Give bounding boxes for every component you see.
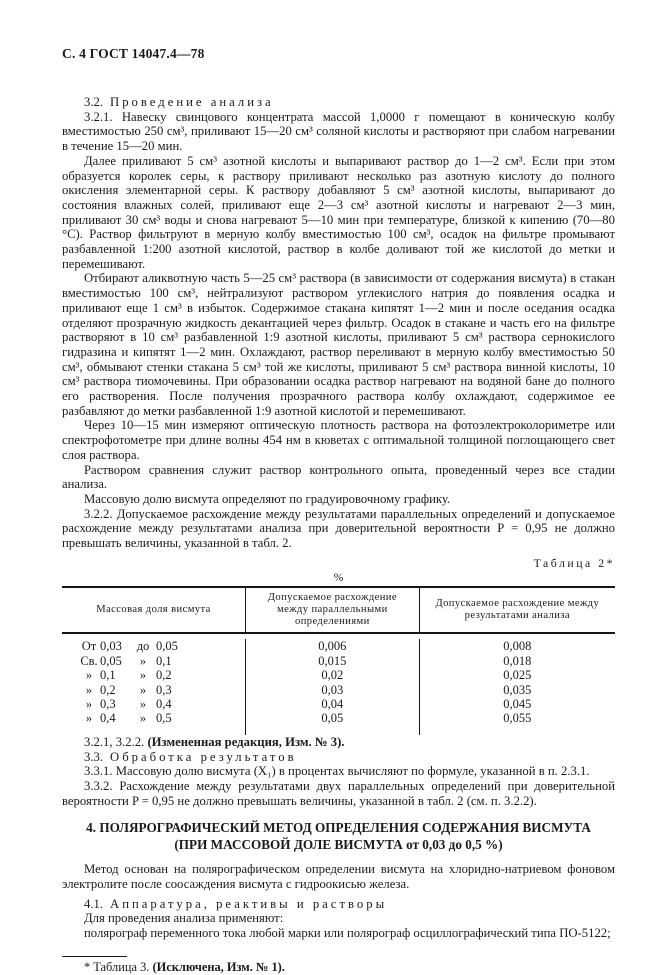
table-cell: 0,055 bbox=[419, 711, 615, 725]
footnote: * Таблица 3. (Исключена, Изм. № 1). bbox=[84, 959, 285, 974]
page-content bbox=[62, 46, 615, 975]
section-3-3-heading bbox=[62, 750, 615, 765]
paragraph-metod: Метод основан на полярографическом определении висмута на хлоридно-натриевом фоновом электролите после соосаждения висмута с гидроокисью железа. bbox=[62, 862, 615, 892]
paragraph-otbirayut: Отбирают аликвотную часть 5—25 см³ раствора (в зависимости от содержания висмута) в стакан вместимостью 100 см³, нейтрализуют раствором углекислого натрия до появления осадка и приливают еще 1 см³ в избыток. Содержимое стакана кипятят 1—2 мин и после оседания осадка отделяют прозрачную жидкость декантацией через фильтр. Осадок в стакане и часть его на фильтре растворяют в 10 см³ разбавленной 1:9 азотной кислоты, приливают 5 см³ раствора сернокислого гидразина и кипятят 1—2 мин. Охлаждают, раствор переливают в мерную колбу вместимостью 50 см³, обмывают стенки стакана 5 см³ той же кислоты, приливают 5 см³ раствора винной кислоты, 10 см³ раствора тиомочевины. При образовании осадка раствор нагревают на водяной бане до полного его растворения. После получения прозрачного раствора колбу охлаждают, содержимое ее разбавляют до метки разбавленной 1:9 азотной кислотой и перемешивают. bbox=[62, 271, 615, 418]
section-title: Обработка результатов bbox=[110, 749, 297, 764]
paragraph-3-2-2: 3.2.2. Допускаемое расхождение между результатами параллельных определений и допускаемое расхождение между результатами анализа при доверительной вероятности P = 0,95 не должно превышать величины, указанной в табл. 2. bbox=[62, 506, 615, 551]
paragraph-dlya: Для проведения анализа применяют: bbox=[84, 911, 284, 926]
paragraph-3-3-2: 3.3.2. Расхождение между результатами двух параллельных определений при доверительной вероятности P = 0,95 не должно превышать величины, указанной в табл. 2 (см. п. 3.2.2). bbox=[62, 778, 615, 808]
paragraph-rastvorom: Раствором сравнения служит раствор контрольного опыта, проведенный через все стадии анализа. bbox=[62, 462, 615, 492]
table-row bbox=[62, 683, 615, 697]
section-number: 3.3. bbox=[84, 749, 104, 764]
table-cell: 0,035 bbox=[419, 683, 615, 697]
range-cell: От 0,03 до 0,05 bbox=[81, 639, 178, 654]
table-unit-label: % bbox=[333, 571, 344, 584]
table-row bbox=[62, 711, 615, 725]
section-4-heading-line2: (ПРИ МАССОВОЙ ДОЛЕ ВИСМУТА от 0,03 до 0,5 %) bbox=[174, 837, 503, 853]
paragraph-3-3-1: 3.3.1. Массовую долю висмута (X₁) в процентах вычисляют по формуле, указанной в п. 2.3.1. bbox=[84, 764, 590, 779]
table-2 bbox=[62, 586, 615, 735]
section-3-2-heading bbox=[62, 95, 615, 110]
table-cell: 0,015 bbox=[245, 654, 419, 668]
table-cell: 0,05 bbox=[245, 711, 419, 725]
section-number: 3.2. bbox=[84, 95, 104, 109]
table-header-mass-fraction: Массовая доля висмута bbox=[96, 604, 211, 615]
table-row bbox=[62, 697, 615, 711]
table-row bbox=[62, 668, 615, 682]
table-cell: 0,006 bbox=[245, 639, 419, 653]
table-cell: 0,018 bbox=[419, 654, 615, 668]
range-cell: » 0,4 » 0,5 bbox=[85, 711, 172, 726]
range-cell: » 0,1 » 0,2 bbox=[85, 668, 172, 683]
section-title: Аппаратура, реактивы и растворы bbox=[110, 896, 388, 911]
paragraph-3-2-1: 3.2.1. Навеску свинцового концентрата массой 1,0000 г помещают в коническую колбу вместимостью 250 см³, приливают 15—20 см³ соляной кислоты и растворяют при слабом нагревании в течение 15—20 мин. bbox=[62, 109, 615, 154]
table-row bbox=[62, 654, 615, 668]
paragraph-cherez: Через 10—15 мин измеряют оптическую плотность раствора на фотоэлектроколориметре или спектрофотометре при длине волны 454 нм в кюветах с оптимальной толщиной поглощающего свет слоя раствора. bbox=[62, 418, 615, 462]
table-cell: 0,04 bbox=[245, 697, 419, 711]
section-number: 4.1. bbox=[84, 896, 104, 911]
table-cell: 0,03 bbox=[245, 683, 419, 697]
table-header-row bbox=[62, 588, 615, 635]
table-row bbox=[62, 639, 615, 653]
table-cell: 0,045 bbox=[419, 697, 615, 711]
paragraph-amendment: 3.2.1, 3.2.2. (Измененная редакция, Изм. № 3). bbox=[84, 734, 345, 749]
paragraph-dalee: Далее приливают 5 см³ азотной кислоты и выпаривают раствор до 1—2 см³. Если при этом образуется королек серы, к раствору приливают несколько раз азотную кислоту до полного окисления элементарной серы. К раствору добавляют 5 см³ азотной кислоты, выпаривают до состояния влажных солей, приливают еще 2—3 см³ азотной кислоты и нагревают 2—3 мин, приливают 30 см³ воды и снова нагревают 5—10 мин при температуре, близкой к кипению (70—80 °С). Раствор фильтруют в мерную колбу вместимостью 100 см³, осадок на фильтре промывают разбавленной 1:200 азотной кислотой, раствор в колбе доливают той же кислотой до метки и перемешивают. bbox=[62, 153, 615, 271]
footnote-divider bbox=[62, 956, 127, 957]
section-4-heading bbox=[62, 819, 615, 853]
table-cell: 0,008 bbox=[419, 639, 615, 653]
table-cell: 0,02 bbox=[245, 668, 419, 682]
section-4-1-heading bbox=[62, 897, 615, 912]
section-title: Проведение анализа bbox=[110, 95, 274, 109]
table-cell: 0,025 bbox=[419, 668, 615, 682]
range-cell: » 0,2 » 0,3 bbox=[85, 682, 172, 697]
section-4-heading-line1: 4. ПОЛЯРОГРАФИЧЕСКИЙ МЕТОД ОПРЕДЕЛЕНИЯ СОДЕРЖАНИЯ ВИСМУТА bbox=[86, 820, 591, 836]
table-header-parallel: Допускаемое расхождение между параллельными определениями bbox=[245, 588, 419, 633]
table-caption: Таблица 2* bbox=[533, 555, 615, 570]
table-tail bbox=[62, 726, 615, 735]
table-header-analysis: Допускаемое расхождение между результатами анализа bbox=[419, 588, 615, 633]
range-cell: » 0,3 » 0,4 bbox=[85, 697, 172, 712]
paragraph-polarograf: полярограф переменного тока любой марки или полярограф осциллографический типа ПО-5122; bbox=[84, 926, 611, 941]
page-header: С. 4 ГОСТ 14047.4—78 bbox=[62, 46, 205, 61]
range-cell: Св. 0,05 » 0,1 bbox=[80, 653, 172, 668]
paragraph-massovuyu: Массовую долю висмута определяют по градуировочному графику. bbox=[84, 491, 451, 506]
table-body bbox=[62, 634, 615, 725]
